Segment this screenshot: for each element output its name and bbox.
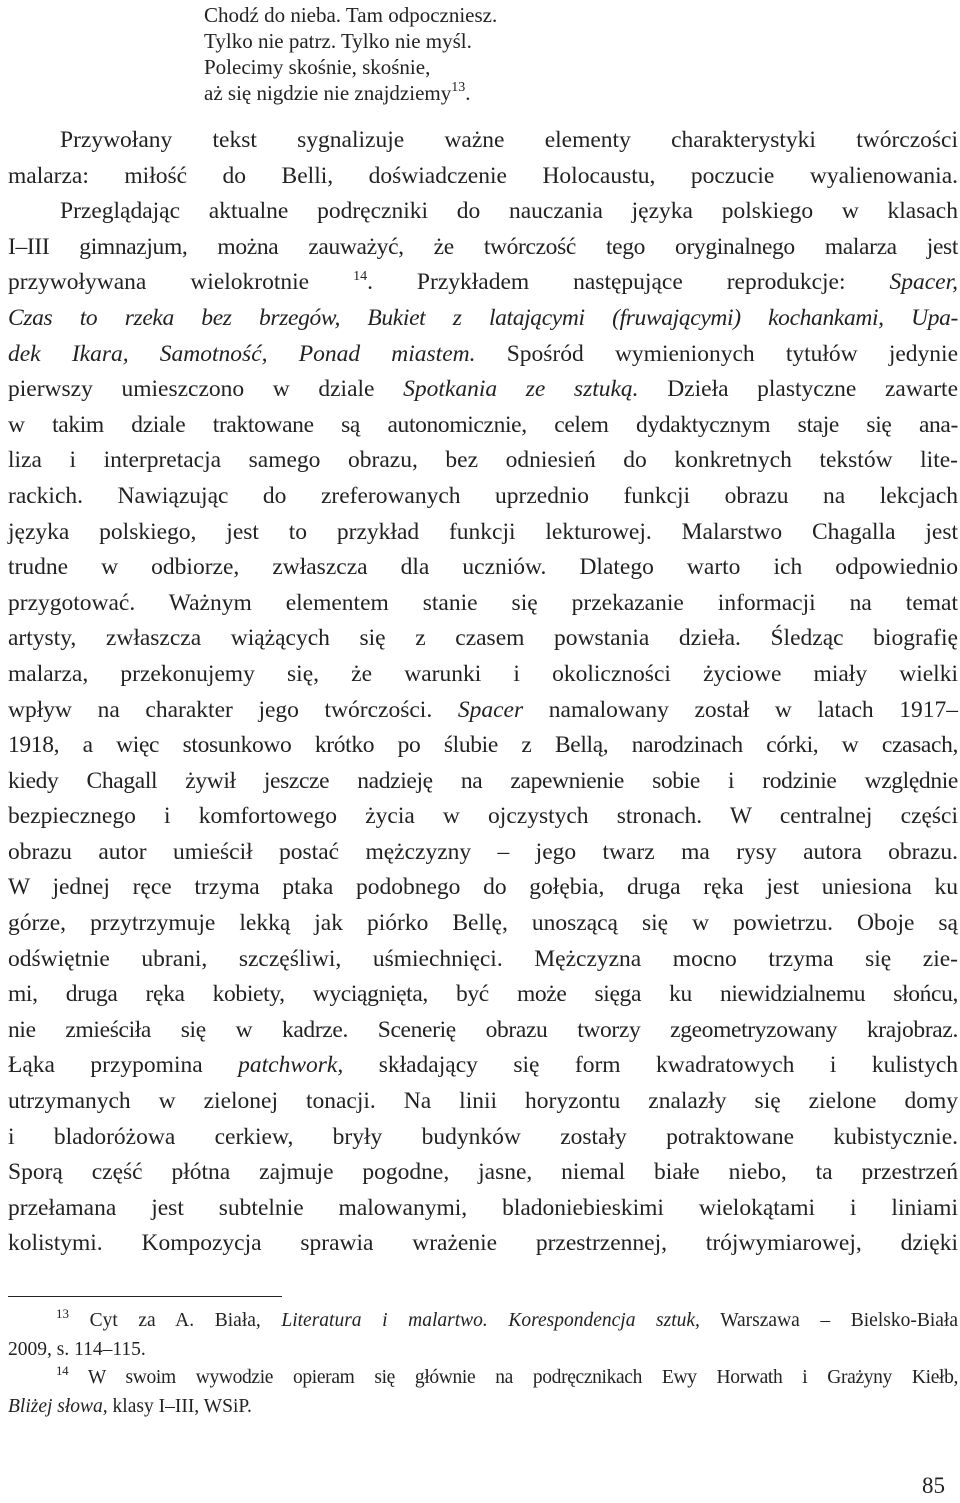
text-line: kolistymi. Kompozycja sprawia wrażenie przestrzennej, trójwymiarowej, dzięki xyxy=(8,1230,958,1257)
text-line: kiedy Chagall żywił jeszcze nadzieję na zapewnienie sobie i rodzinie względnie xyxy=(8,767,958,794)
text-line: Przeglądając aktualne podręczniki do nauczania języka polskiego w klasach xyxy=(60,198,958,225)
text-line: W jednej ręce trzyma ptaka podobnego do gołębia, druga ręka jest uniesiona ku xyxy=(8,874,958,901)
text-line: wpływ na charakter jego twórczości. Spacer namalowany został w latach 1917– xyxy=(8,696,959,723)
text-line: artysty, zwłaszcza wiążących się z czasem powstania dzieła. Śledząc biografię xyxy=(8,625,958,652)
footnote-13: $^{13}$ Cyt za A. Biała, Literatura i malartwo. Korespondencja sztuk, Warszawa – Bielsko-Biała xyxy=(56,1306,958,1331)
text-line: przełamana jest subtelnie malowanymi, bladoniebieskimi wielokątami i liniami xyxy=(8,1194,958,1221)
footnote-14-cont: Bliżej słowa, klasy I–III, WSiP. xyxy=(8,1395,252,1417)
poem-line: Polecimy skośnie, skośnie, xyxy=(204,55,431,79)
footnote-14: $^{14}$ W swoim wywodzie opieram się głównie na podręcznikach Ewy Horwath i Grażyny Kiełb, xyxy=(56,1363,958,1389)
text-line: Łąka przypomina patchwork, składający się form kwadratowych i kulistych xyxy=(8,1052,958,1079)
text-line: malarza, przekonujemy się, że warunki i okoliczności życiowe miały wielki xyxy=(8,660,958,687)
poem-line: Tylko nie patrz. Tylko nie myśl. xyxy=(204,29,472,53)
text-line: bezpiecznego i komfortowego życia w ojczystych stronach. W centralnej części xyxy=(8,803,958,830)
footnotes xyxy=(8,1307,958,1421)
poem-line: Chodź do nieba. Tam odpoczniesz. xyxy=(204,3,498,27)
poem-line: aż się nigdzie nie znajdziemy$^{13}$. xyxy=(204,80,471,105)
footnote-separator xyxy=(8,1296,282,1297)
text-line: Przywołany tekst sygnalizuje ważne elementy charakterystyki twórczości xyxy=(60,127,958,153)
footnote-13-cont: 2009, s. 114–115. xyxy=(8,1338,146,1360)
text-line: I–III gimnazjum, można zauważyć, że twórczość tego oryginalnego malarza jest xyxy=(8,233,958,260)
text-line: nie zmieściła się w kadrze. Scenerię obrazu tworzy zgeometryzowany krajobraz. xyxy=(8,1016,958,1043)
text-line: przywoływana wielokrotnie $^{14}$. Przykładem następujące reprodukcje: Spacer, xyxy=(8,269,958,296)
text-line: mi, druga ręka kobiety, wyciągnięta, być może sięga ku niewidzialnemu słońcu, xyxy=(8,981,958,1008)
text-line: rackich. Nawiązując do zreferowanych uprzednio funkcji obrazu na lekcjach xyxy=(8,482,958,509)
poem-quote xyxy=(204,2,497,106)
text-line: przygotować. Ważnym elementem stanie się przekazanie informacji na temat xyxy=(8,589,958,616)
text-line: malarza: miłość do Belli, doświadczenie Holocaustu, poczucie wyalienowania. xyxy=(8,162,958,189)
body-text xyxy=(8,123,958,1262)
text-line: utrzymanych w zielonej tonacji. Na linii horyzontu znalazły się zielone domy xyxy=(8,1088,958,1115)
text-line: odświętnie ubrani, szczęśliwi, uśmiechnięci. Mężczyzna mocno trzyma się zie- xyxy=(8,945,958,972)
footnote-ref-13[interactable]: 13 xyxy=(451,80,466,95)
text-line: Czas to rzeka bez brzegów, Bukiet z latającymi (fruwającymi) kochankami, Upa- xyxy=(8,304,958,331)
text-line: górze, przytrzymuje lekką jak piórko Bellę, unoszącą się w powietrzu. Oboje są xyxy=(8,910,958,937)
text-line: dek Ikara, Samotność, Ponad miastem. Spośród wymienionych tytułów jedynie xyxy=(8,340,959,367)
footnote-ref-14[interactable]: 14 xyxy=(353,269,368,285)
text-line: i bladoróżowa cerkiew, bryły budynków zostały potraktowane kubistycznie. xyxy=(8,1123,958,1150)
text-line: Sporą część płótna zajmuje pogodne, jasne, niemal białe niebo, ta przestrzeń xyxy=(8,1159,958,1186)
text-line: liza i interpretacja samego obrazu, bez odniesień do konkretnych tekstów lite- xyxy=(8,447,958,474)
text-line: trudne w odbiorze, zwłaszcza dla uczniów. Dlatego warto ich odpowiednio xyxy=(8,554,958,581)
text-line: obrazu autor umieścił postać mężczyzny – jego twarz ma rysy autora obrazu. xyxy=(8,838,958,865)
text-line: pierwszy umieszczono w dziale Spotkania ze sztuką. Dzieła plastyczne zawarte xyxy=(8,376,959,403)
text-line: 1918, a więc stosunkowo krótko po ślubie z Bellą, narodzinach córki, w czasach, xyxy=(8,732,958,759)
page-number: 85 xyxy=(922,1473,945,1498)
text-line: w takim dziale traktowane są autonomicznie, celem dydaktycznym staje się ana- xyxy=(8,411,958,438)
text-line: języka polskiego, jest to przykład funkcji lekturowej. Malarstwo Chagalla jest xyxy=(8,518,958,545)
